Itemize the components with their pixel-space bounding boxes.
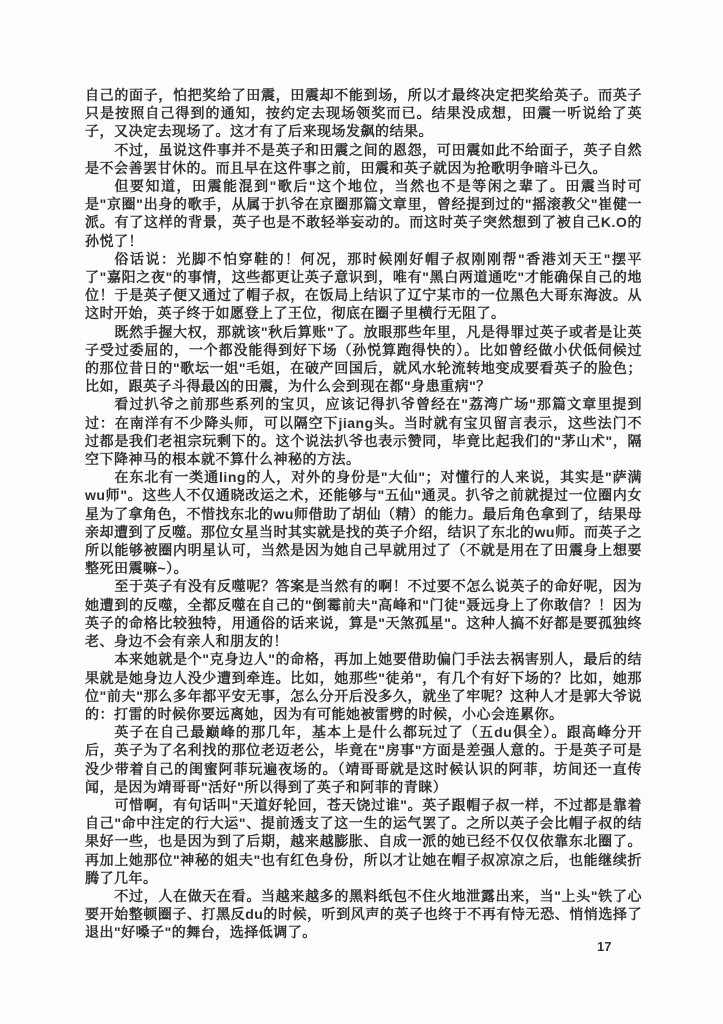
paragraph: 至于英子有没有反噬呢？答案是当然有的啊！不过要不怎么说英子的命好呢，因为她遭到的反噬，全都反噬在自己的"倒霉前夫"高峰和"门徒"聂远身上了你敢信？！因为英子的命格比较独特，用通俗的话来说，算是"天煞孤星"。这种人搞不好都是要孤独终老、身边不会有亲人和朋友的！	[85, 578, 642, 650]
paragraph: 既然手握大权，那就该"秋后算账"了。放眼那些年里，凡是得罪过英子或者是让英子受过委屈的，一个都没能得到好下场（孙悦算跑得快的）。比如曾经做小伏低伺候过的那位昔日的"歌坛一姐"毛姐，在破产回国后，就风水轮流转地变成要看英子的脸色；比如，跟英子斗得最凶的田震，为什么会到现在都"身患重病"？	[85, 323, 642, 395]
paragraph: 在东北有一类通ling的人，对外的身份是"大仙"；对懂行的人来说，其实是"萨满wu师"。这些人不仅通晓改运之术，还能够与"五仙"通灵。扒爷之前就提过一位圈内女星为了拿角色，不惜找东北的wu师借助了胡仙（精）的能力。最后角色拿到了，结果母亲却遭到了反噬。那位女星当时其实就是找的英子介绍，结识了东北的wu师。而英子之所以能够被圈内明星认可，当然是因为她自己早就用过了（不就是用在了田震身上想要整死田震嘛~）。	[85, 469, 642, 577]
paragraph: 不过，人在做天在看。当越来越多的黑料纸包不住火地泄露出来，当"上头"铁了心要开始整顿圈子、打黑反du的时候，听到风声的英子也终于不再有恃无恐、悄悄选择了退出"好嗓子"的舞台，选择低调了。	[85, 887, 642, 941]
paragraph: 不过，虽说这件事并不是英子和田震之间的恩怨，可田震如此不给面子，英子自然是不会善罢甘休的。而且早在这件事之前，田震和英子就因为抢歌明争暗斗已久。	[85, 141, 642, 176]
paragraph: 本来她就是个"克身边人"的命格，再加上她要借助偏门手法去祸害别人，最后的结果就是她身边人没少遭到牵连。比如，她那些"徒弟"，有几个有好下场的？比如，她那位"前夫"那么多年都平安无事，怎么分开后没多久，就坐了牢呢？这种人才是郭大爷说的：打雷的时候你要远离她，因为有可能她被雷劈的时候，小心会连累你。	[85, 651, 642, 722]
page-number: 17	[597, 939, 612, 954]
paragraph: 看过扒爷之前那些系列的宝贝，应该记得扒爷曾经在"荔湾广场"那篇文章里提到过：在南洋有不少降头师，可以隔空下jiang头。当时就有宝贝留言表示，这些法门不过都是我们老祖宗玩剩下的。这个说法扒爷也表示赞同，毕竟比起我们的"茅山术"，隔空下降神马的根本就不算什么神秘的方法。	[85, 396, 642, 468]
paragraph: 但要知道，田震能混到"歌后"这个地位，当然也不是等闲之辈了。田震当时可是"京圈"出身的歌手，从属于扒爷在京圈那篇文章里，曾经提到过的"摇滚教父"崔健一派。有了这样的背景，英子也是不敢轻举妄动的。而这时英子突然想到了被自己K.O的孙悦了！	[85, 178, 642, 249]
paragraph: 英子在自己最巅峰的那几年，基本上是什么都玩过了（五du俱全）。跟高峰分开后，英子为了名利找的那位老迈老公，毕竟在"房事"方面是差强人意的。于是英子可是没少带着自己的闺蜜阿菲玩遍夜场的。（靖哥哥就是这时候认识的阿菲，坊间还一直传闻，是因为靖哥哥"活好"所以得到了英子和阿菲的青睐）	[85, 724, 642, 795]
paragraph: 自己的面子，怕把奖给了田震，田震却不能到场，所以才最终决定把奖给英子。而英子只是按照自己得到的通知，按约定去现场领奖而已。结果没成想，田震一听说给了英子，又决定去现场了。这才有了后来现场发飙的结果。	[85, 87, 642, 140]
article-body	[85, 86, 642, 942]
paragraph: 可惜啊，有句话叫"天道好轮回，苍天饶过谁"。英子跟帽子叔一样，不过都是靠着自己"命中注定的行大运"、提前透支了这一生的运气罢了。之所以英子会比帽子叔的结果好一些，也是因为到了后期，越来越膨胀、自成一派的她已经不仅仅依靠东北圈了。再加上她那位"神秘的姐夫"也有红色身份，所以才让她在帽子叔凉凉之后，也能继续折腾了几年。	[85, 796, 642, 886]
paragraph: 俗话说：光脚不怕穿鞋的！何况，那时候刚好帽子叔刚刚帮"香港刘天王"摆平了"嘉阳之夜"的事情，这些都更让英子意识到，唯有"黑白两道通吃"才能确保自己的地位！于是英子便又通过了帽子叔，在饭局上结识了辽宁某市的一位黑色大哥东海波。从这时开始，英子终于如愿登上了王位，彻底在圈子里横行无阻了。	[85, 250, 642, 322]
